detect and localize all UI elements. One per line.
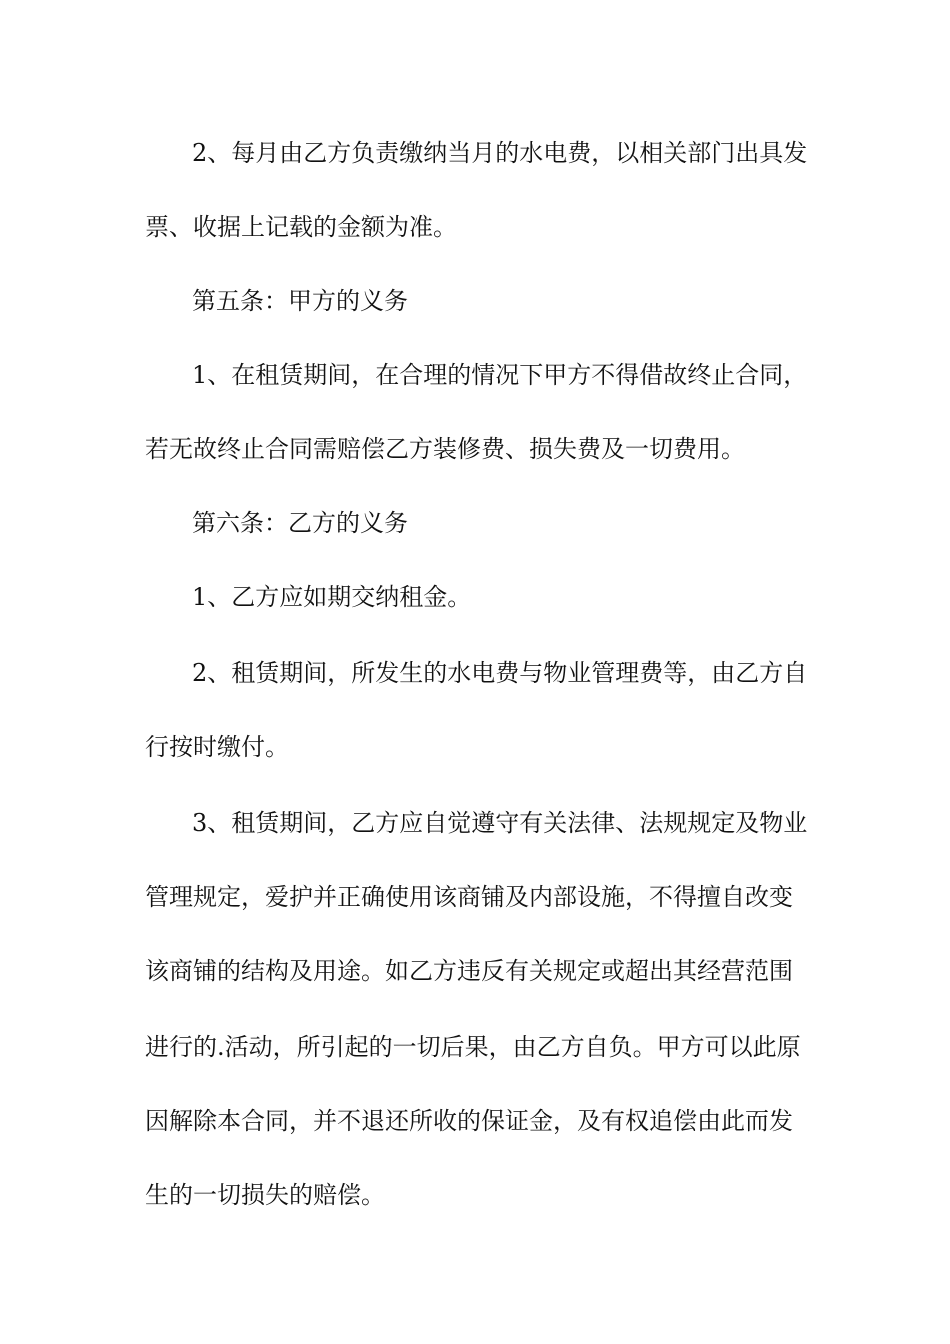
paragraph-line: 该商铺的结构及用途。如乙方违反有关规定或超出其经营范围 <box>145 957 793 985</box>
paragraph-line: 2、租赁期间，所发生的水电费与物业管理费等，由乙方自 <box>192 659 808 687</box>
paragraph-line: 3、租赁期间，乙方应自觉遵守有关法律、法规规定及物业 <box>192 809 808 837</box>
paragraph-line: 票、收据上记载的金额为准。 <box>145 213 457 241</box>
paragraph-line: 若无故终止合同需赔偿乙方装修费、损失费及一切费用。 <box>145 435 745 463</box>
paragraph-line: 因解除本合同，并不退还所收的保证金，及有权追偿由此而发 <box>145 1107 793 1135</box>
paragraph-line: 管理规定，爱护并正确使用该商铺及内部设施，不得擅自改变 <box>145 883 793 911</box>
paragraph-line: 1、在租赁期间，在合理的情况下甲方不得借故终止合同， <box>192 361 808 389</box>
paragraph-line: 生的一切损失的赔偿。 <box>145 1181 385 1209</box>
paragraph-line: 1、乙方应如期交纳租金。 <box>192 583 472 611</box>
section-heading: 第五条：甲方的义务 <box>192 287 408 315</box>
paragraph-line: 2、每月由乙方负责缴纳当月的水电费，以相关部门出具发 <box>192 139 808 167</box>
section-heading: 第六条：乙方的义务 <box>192 509 408 537</box>
paragraph-line: 行按时缴付。 <box>145 733 289 761</box>
paragraph-line: 进行的.活动，所引起的一切后果，由乙方自负。甲方可以此原 <box>145 1033 801 1061</box>
